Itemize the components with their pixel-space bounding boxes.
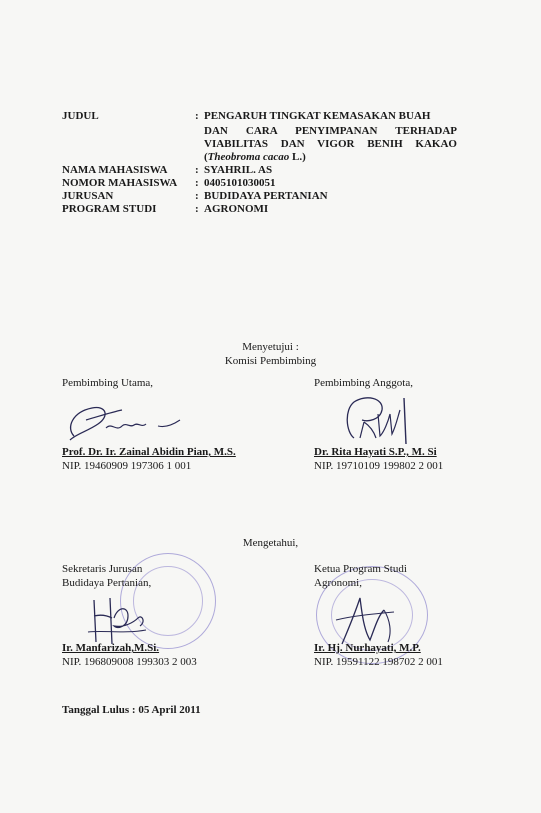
anggota-signatory	[314, 446, 443, 473]
judul-line-1: PENGARUH TINGKAT KEMASAKAN BUAH	[204, 110, 431, 122]
jurusan-label: JURUSAN	[62, 190, 114, 202]
utama-label: Pembimbing Utama,	[62, 377, 154, 389]
nama-label: NAMA MAHASISWA	[62, 164, 168, 176]
nomor-colon: :	[195, 177, 199, 189]
sekretaris-title	[62, 563, 151, 590]
utama-nip: NIP. 19460909 197306 1 001	[62, 459, 192, 472]
utama-signature	[62, 398, 192, 448]
ketua-signature	[322, 590, 422, 650]
judul-line-2: DAN CARA PENYIMPANAN TERHADAP	[204, 125, 457, 137]
menyetujui-text: Menyetujui :	[242, 341, 299, 353]
judul-label: JUDUL	[62, 110, 99, 122]
anggota-label: Pembimbing Anggota,	[314, 377, 413, 389]
jurusan-colon: :	[195, 190, 199, 202]
ketua-signatory	[314, 642, 443, 669]
ketua-nip: NIP. 19591122 198702 2 001	[314, 655, 443, 668]
judul-line-4: (Theobroma cacao L.)	[204, 151, 306, 164]
anggota-nip: NIP. 19710109 199802 2 001	[314, 459, 444, 472]
judul-colon: :	[195, 110, 199, 122]
judul-title	[204, 125, 457, 165]
anggota-signature	[340, 392, 420, 450]
prodi-label: PROGRAM STUDI	[62, 203, 157, 215]
ketua-name: Ir. Hj. Nurhayati, M.P.	[314, 642, 421, 654]
approval-heading	[0, 340, 541, 368]
nomor-label: NOMOR MAHASISWA	[62, 177, 178, 189]
tanggal-lulus: Tanggal Lulus : 05 April 2011	[62, 704, 201, 716]
utama-name: Prof. Dr. Ir. Zainal Abidin Pian, M.S.	[62, 446, 236, 458]
prodi-value: AGRONOMI	[204, 203, 269, 215]
sekretaris-line-1: Sekretaris Jurusan	[62, 563, 143, 575]
ketua-title	[314, 563, 407, 590]
sekretaris-signature	[84, 592, 154, 648]
utama-signatory	[62, 446, 236, 473]
judul-line-3: VIABILITAS DAN VIGOR BENIH KAKAO	[204, 138, 457, 151]
komisi-text: Komisi Pembimbing	[224, 355, 317, 367]
ketua-line-2: Agronomi,	[314, 576, 362, 589]
sekretaris-signatory	[62, 642, 197, 669]
nama-value: SYAHRIL. AS	[204, 164, 273, 176]
sekretaris-line-2: Budidaya Pertanian,	[62, 576, 152, 589]
anggota-name: Dr. Rita Hayati S.P., M. Si	[314, 446, 437, 458]
ketua-line-1: Ketua Program Studi	[314, 563, 407, 575]
sekretaris-nip: NIP. 196809008 199303 2 003	[62, 655, 197, 668]
jurusan-value: BUDIDAYA PERTANIAN	[204, 190, 328, 202]
mengetahui-text: Mengetahui,	[242, 537, 299, 549]
nomor-value: 0405101030051	[204, 177, 276, 189]
prodi-colon: :	[195, 203, 199, 215]
nama-colon: :	[195, 164, 199, 176]
sekretaris-name: Ir. Manfarizah,M.Si.	[62, 642, 160, 654]
